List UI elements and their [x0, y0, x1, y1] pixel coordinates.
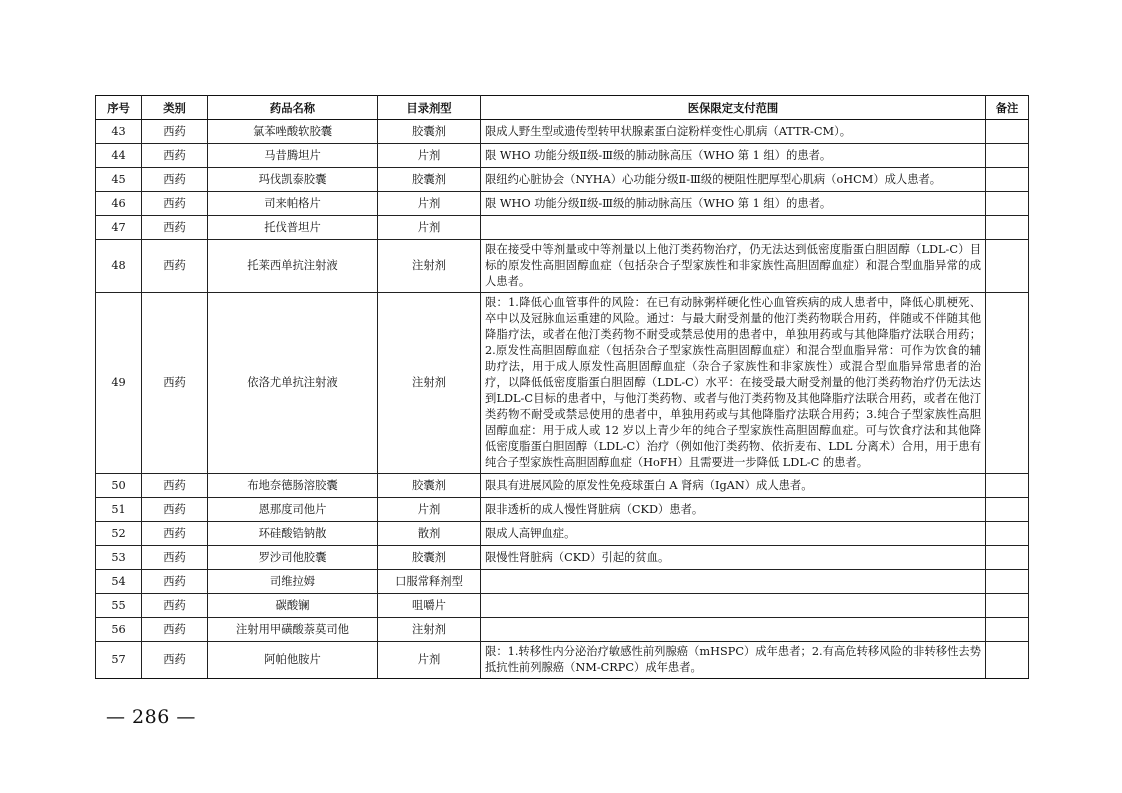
cell-payment-scope: [481, 594, 986, 618]
cell-payment-scope: 限非透析的成人慢性肾脏病（CKD）患者。: [481, 498, 986, 522]
cell-category: 西药: [142, 498, 208, 522]
cell-category: 西药: [142, 618, 208, 642]
cell-drug-name: 阿帕他胺片: [208, 642, 378, 679]
cell-category: 西药: [142, 546, 208, 570]
table-row: [96, 570, 1029, 594]
cell-payment-scope: 限 WHO 功能分级Ⅱ级-Ⅲ级的肺动脉高压（WHO 第 1 组）的患者。: [481, 192, 986, 216]
cell-index: 46: [96, 192, 142, 216]
cell-payment-scope: 限成人高钾血症。: [481, 522, 986, 546]
cell-dosage-form: 片剂: [378, 192, 481, 216]
cell-remarks: [986, 240, 1029, 293]
cell-dosage-form: 胶囊剂: [378, 546, 481, 570]
cell-index: 47: [96, 216, 142, 240]
cell-payment-scope: 限 WHO 功能分级Ⅱ级-Ⅲ级的肺动脉高压（WHO 第 1 组）的患者。: [481, 144, 986, 168]
cell-category: 西药: [142, 570, 208, 594]
cell-category: 西药: [142, 120, 208, 144]
cell-drug-name: 布地奈德肠溶胶囊: [208, 474, 378, 498]
cell-remarks: [986, 192, 1029, 216]
cell-index: 45: [96, 168, 142, 192]
cell-index: 49: [96, 293, 142, 474]
table-row: [96, 618, 1029, 642]
page-number: — 286 —: [106, 706, 196, 728]
table-row: [96, 216, 1029, 240]
cell-dosage-form: 注射剂: [378, 618, 481, 642]
header-payment-scope: 医保限定支付范围: [481, 96, 986, 120]
cell-drug-name: 罗沙司他胶囊: [208, 546, 378, 570]
cell-dosage-form: 口服常释剂型: [378, 570, 481, 594]
cell-dosage-form: 散剂: [378, 522, 481, 546]
cell-remarks: [986, 570, 1029, 594]
cell-payment-scope: 限在接受中等剂量或中等剂量以上他汀类药物治疗，仍无法达到低密度脂蛋白胆固醇（LDL-C）目标的原发性高胆固醇血症（包括杂合子型家族性和非家族性高胆固醇血症）和混合型血脂异常的成人患者。: [481, 240, 986, 293]
cell-drug-name: 司来帕格片: [208, 192, 378, 216]
cell-index: 50: [96, 474, 142, 498]
table-body: [96, 120, 1029, 679]
table-row: [96, 240, 1029, 293]
cell-drug-name: 依洛尤单抗注射液: [208, 293, 378, 474]
cell-payment-scope: 限：1.转移性内分泌治疗敏感性前列腺癌（mHSPC）成年患者；2.有高危转移风险的非转移性去势抵抗性前列腺癌（NM-CRPC）成年患者。: [481, 642, 986, 679]
cell-category: 西药: [142, 293, 208, 474]
cell-remarks: [986, 474, 1029, 498]
cell-index: 44: [96, 144, 142, 168]
cell-drug-name: 马昔腾坦片: [208, 144, 378, 168]
cell-dosage-form: 胶囊剂: [378, 168, 481, 192]
cell-remarks: [986, 120, 1029, 144]
cell-index: 48: [96, 240, 142, 293]
cell-category: 西药: [142, 216, 208, 240]
cell-index: 52: [96, 522, 142, 546]
table-row: [96, 474, 1029, 498]
cell-category: 西药: [142, 192, 208, 216]
cell-payment-scope: [481, 570, 986, 594]
cell-dosage-form: 胶囊剂: [378, 120, 481, 144]
cell-index: 56: [96, 618, 142, 642]
cell-payment-scope: 限：1.降低心血管事件的风险：在已有动脉粥样硬化性心血管疾病的成人患者中，降低心肌梗死、卒中以及冠脉血运重建的风险。通过：与最大耐受剂量的他汀类药物联合用药，伴随或不伴随其他降脂疗法，或者在他汀类药物不耐受或禁忌使用的患者中，单独用药或与其他降脂疗法联合用药；2.原发性高胆固醇血症（包括杂合子型家族性高胆固醇血症）和混合型血脂异常：可作为饮食的辅助疗法，用于成人原发性高胆固醇血症（杂合子家族性和非家族性）或混合型血脂异常患者的治疗，以降低低密度脂蛋白胆固醇（LDL-C）水平：在接受最大耐受剂量的他汀类药物治疗仍无法达到LDL-C目标的患者中，与他汀类药物、或者与他汀类药物及其他降脂疗法联合用药，或者在他汀类药物不耐受或禁忌使用的患者中，单独用药或与其他降脂疗法联合用药；3.纯合子型家族性高胆固醇血症：用于成人或 12 岁以上青少年的纯合子型家族性高胆固醇血症。可与饮食疗法和其他降低密度脂蛋白胆固醇（LDL-C）治疗（例如他汀类药物、依折麦布、LDL 分离术）合用，用于患有纯合子型家族性高胆固醇血症（HoFH）且需要进一步降低 LDL-C 的患者。: [481, 293, 986, 474]
cell-dosage-form: 片剂: [378, 498, 481, 522]
cell-dosage-form: 片剂: [378, 642, 481, 679]
cell-remarks: [986, 642, 1029, 679]
cell-index: 55: [96, 594, 142, 618]
cell-category: 西药: [142, 474, 208, 498]
cell-category: 西药: [142, 522, 208, 546]
table-row: [96, 144, 1029, 168]
cell-remarks: [986, 522, 1029, 546]
cell-remarks: [986, 498, 1029, 522]
cell-drug-name: 氯苯唑酸软胶囊: [208, 120, 378, 144]
table-row: [96, 168, 1029, 192]
cell-payment-scope: 限慢性肾脏病（CKD）引起的贫血。: [481, 546, 986, 570]
cell-remarks: [986, 293, 1029, 474]
cell-dosage-form: 胶囊剂: [378, 474, 481, 498]
header-drug-name: 药品名称: [208, 96, 378, 120]
cell-drug-name: 玛伐凯泰胶囊: [208, 168, 378, 192]
cell-dosage-form: 咀嚼片: [378, 594, 481, 618]
cell-dosage-form: 片剂: [378, 144, 481, 168]
header-category: 类别: [142, 96, 208, 120]
table-row: [96, 192, 1029, 216]
table-row: [96, 594, 1029, 618]
table-row: [96, 522, 1029, 546]
cell-dosage-form: 注射剂: [378, 240, 481, 293]
cell-dosage-form: 片剂: [378, 216, 481, 240]
table-row: [96, 546, 1029, 570]
cell-category: 西药: [142, 144, 208, 168]
cell-drug-name: 托伐普坦片: [208, 216, 378, 240]
table-row: [96, 642, 1029, 679]
cell-category: 西药: [142, 642, 208, 679]
cell-category: 西药: [142, 594, 208, 618]
drug-catalog-table: [95, 95, 1029, 679]
table-row: [96, 120, 1029, 144]
cell-dosage-form: 注射剂: [378, 293, 481, 474]
cell-payment-scope: 限具有进展风险的原发性免疫球蛋白 A 肾病（IgAN）成人患者。: [481, 474, 986, 498]
cell-remarks: [986, 216, 1029, 240]
cell-index: 51: [96, 498, 142, 522]
cell-category: 西药: [142, 168, 208, 192]
cell-payment-scope: [481, 618, 986, 642]
cell-payment-scope: 限纽约心脏协会（NYHA）心功能分级Ⅱ-Ⅲ级的梗阻性肥厚型心肌病（oHCM）成人患者。: [481, 168, 986, 192]
table-header-row: [96, 96, 1029, 120]
header-remarks: 备注: [986, 96, 1029, 120]
table-row: [96, 293, 1029, 474]
cell-remarks: [986, 168, 1029, 192]
cell-drug-name: 恩那度司他片: [208, 498, 378, 522]
cell-index: 54: [96, 570, 142, 594]
cell-payment-scope: 限成人野生型或遗传型转甲状腺素蛋白淀粉样变性心肌病（ATTR-CM）。: [481, 120, 986, 144]
cell-drug-name: 注射用甲磺酸萘莫司他: [208, 618, 378, 642]
cell-drug-name: 司维拉姆: [208, 570, 378, 594]
cell-index: 57: [96, 642, 142, 679]
cell-remarks: [986, 144, 1029, 168]
cell-drug-name: 碳酸镧: [208, 594, 378, 618]
cell-remarks: [986, 618, 1029, 642]
cell-drug-name: 环硅酸锆钠散: [208, 522, 378, 546]
cell-category: 西药: [142, 240, 208, 293]
table-row: [96, 498, 1029, 522]
header-dosage-form: 目录剂型: [378, 96, 481, 120]
header-index: 序号: [96, 96, 142, 120]
cell-drug-name: 托莱西单抗注射液: [208, 240, 378, 293]
cell-payment-scope: [481, 216, 986, 240]
cell-index: 53: [96, 546, 142, 570]
cell-remarks: [986, 594, 1029, 618]
cell-index: 43: [96, 120, 142, 144]
cell-remarks: [986, 546, 1029, 570]
